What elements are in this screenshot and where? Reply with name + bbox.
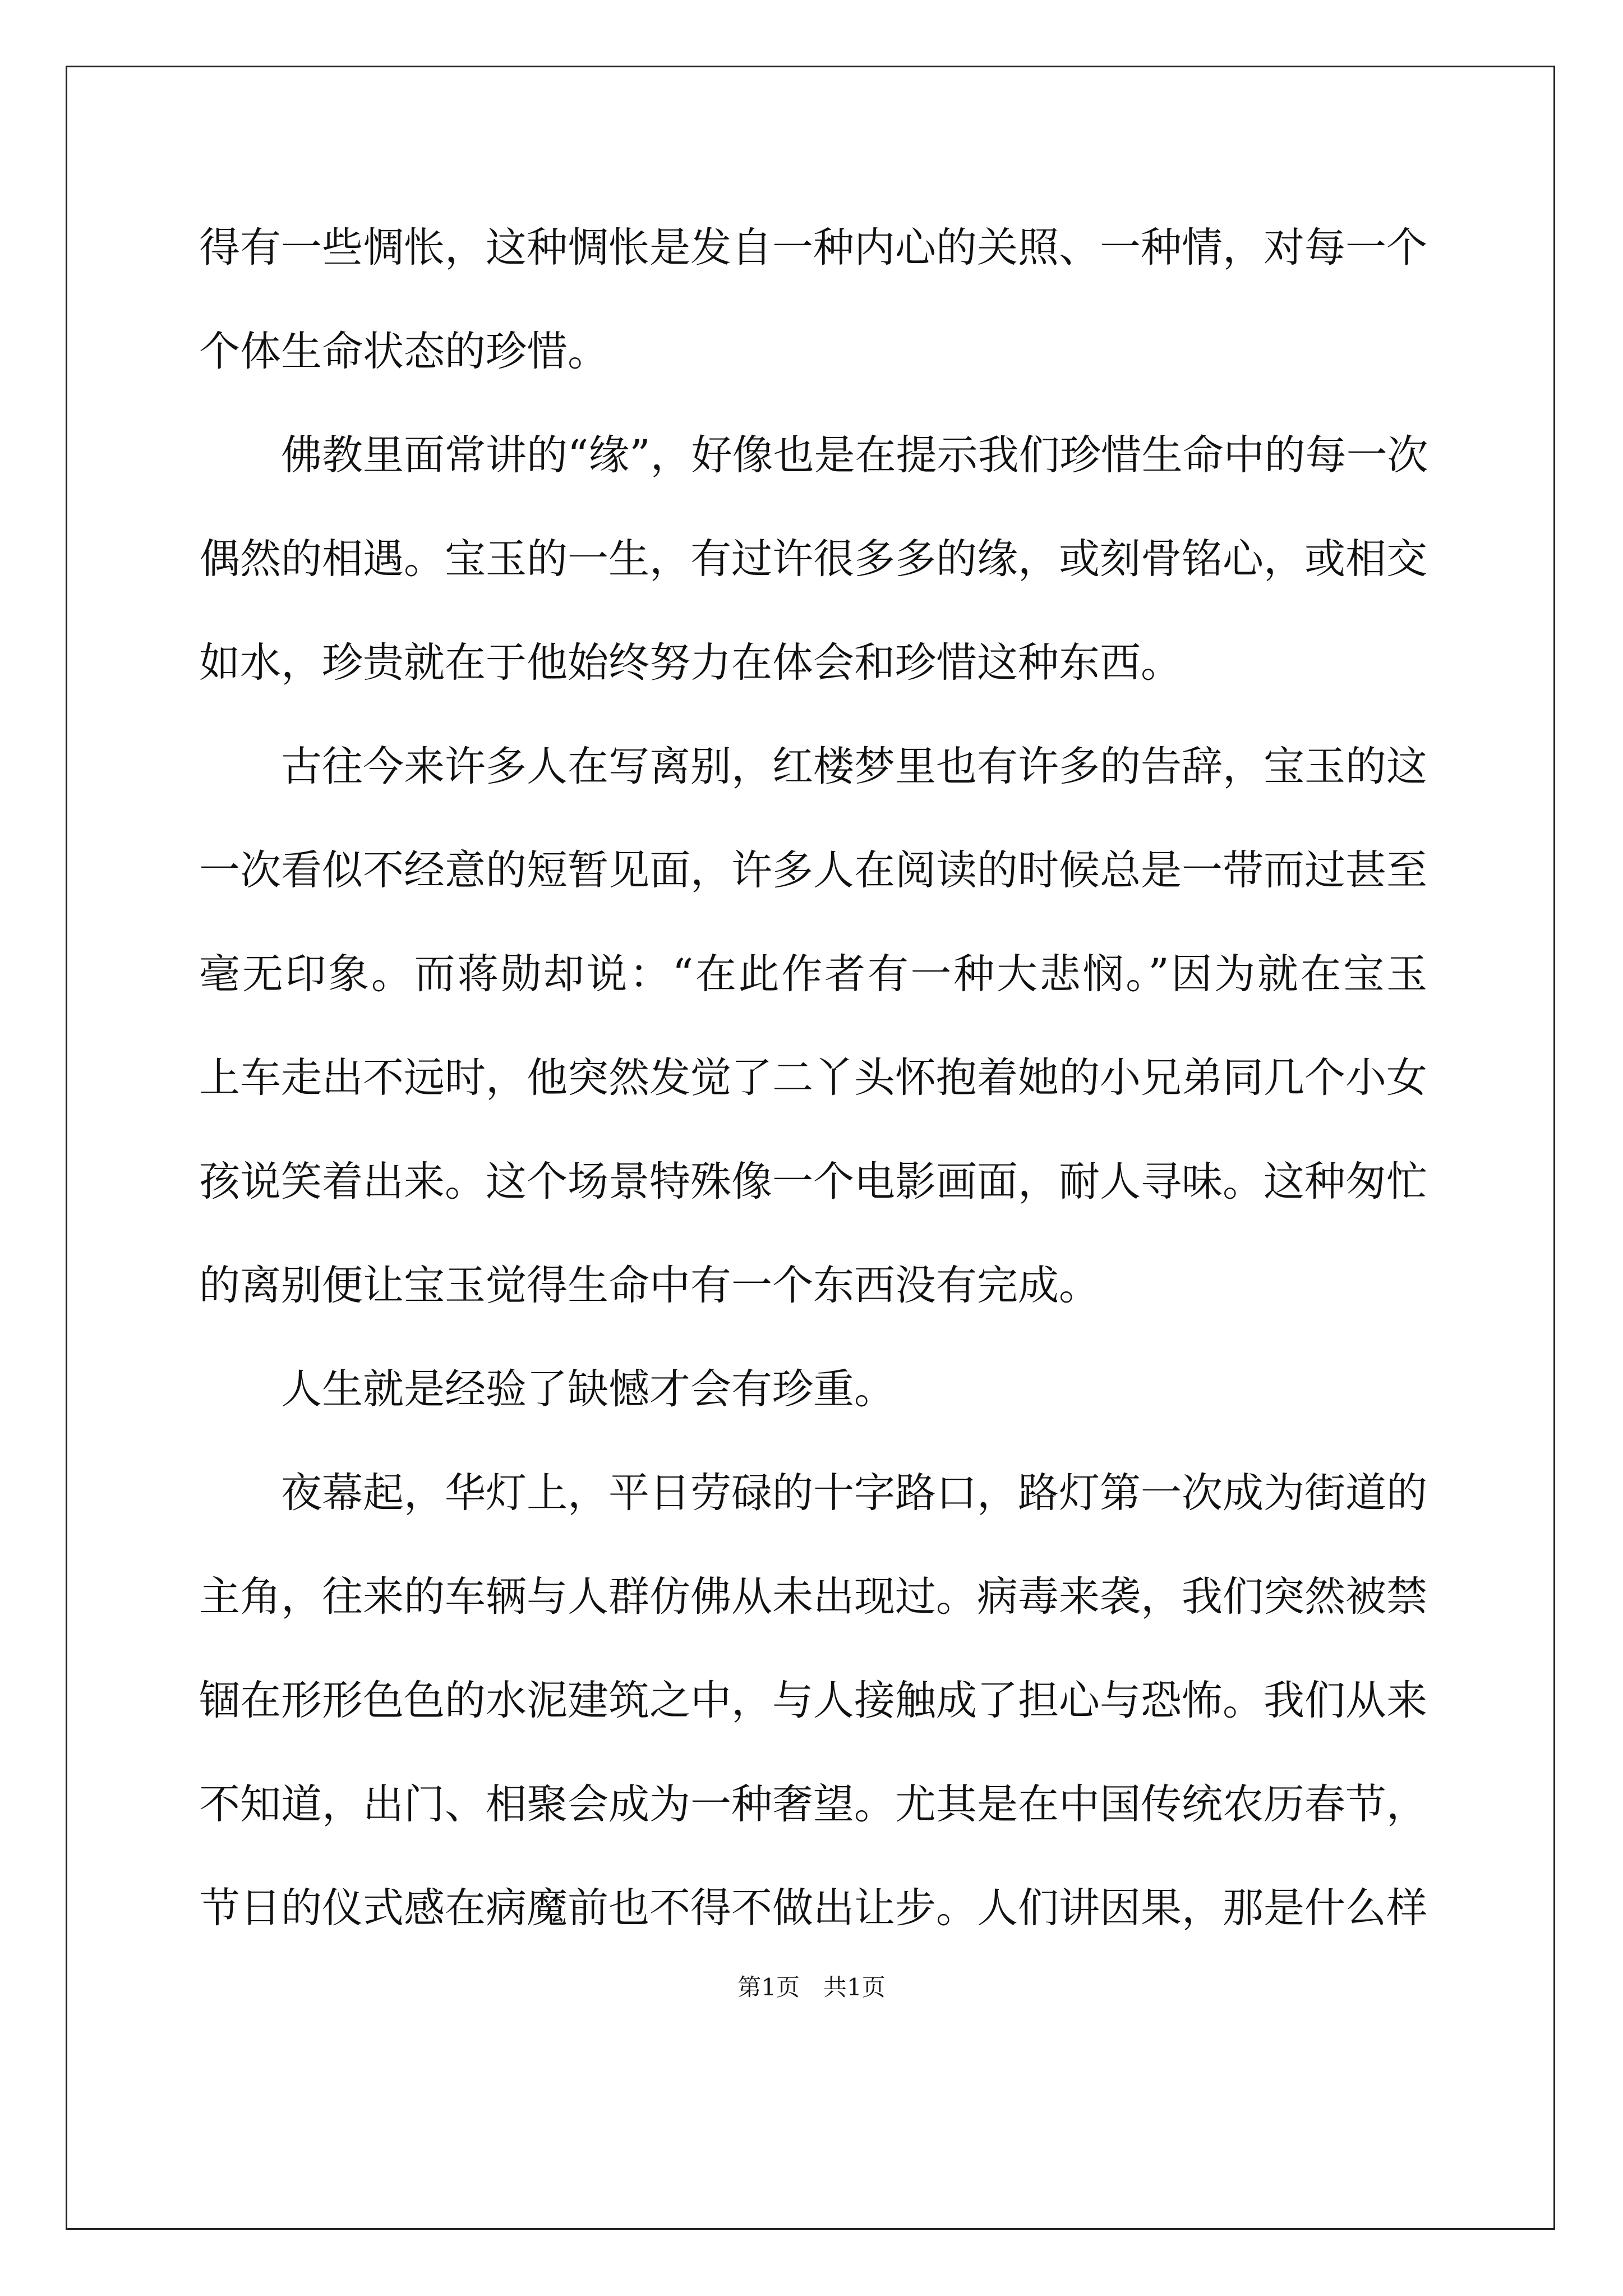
text-line: 主角，往来的车辆与人群仿佛从未出现过。病毒来袭，我们突然被禁 [199,1573,1427,1621]
text-line: 偶然的相遇。宝玉的一生，有过许很多多的缘，或刻骨铭心，或相交 [199,535,1427,583]
text-line: 一次看似不经意的短暂见面，许多人在阅读的时候总是一带而过甚至 [199,846,1427,894]
text-line: 夜幕起，华灯上，平日劳碌的十字路口，路灯第一次成为街道的 [281,1469,1427,1517]
text-line: 毫无印象。而蒋勋却说：“在此作者有一种大悲悯。”因为就在宝玉 [199,950,1427,998]
text-line: 个体生命状态的珍惜。 [199,328,608,375]
text-line: 如水，珍贵就在于他始终努力在体会和珍惜这种东西。 [199,639,1182,687]
text-line: 锢在形形色色的水泥建筑之中，与人接触成了担心与恐怖。我们从来 [199,1677,1427,1724]
text-line: 上车走出不远时，他突然发觉了二丫头怀抱着她的小兄弟同几个小女 [199,1054,1427,1102]
text-line: 人生就是经验了缺憾才会有珍重。 [281,1365,895,1413]
text-line: 的离别便让宝玉觉得生命中有一个东西没有完成。 [199,1262,1100,1309]
text-line: 不知道，出门、相聚会成为一种奢望。尤其是在中国传统农历春节， [199,1780,1427,1828]
document-body [199,220,1427,1984]
text-line: 节日的仪式感在病魔前也不得不做出让步。人们讲因果，那是什么样 [199,1884,1427,1932]
text-line: 佛教里面常讲的“缘”，好像也是在提示我们珍惜生命中的每一次 [281,431,1428,479]
text-line: 孩说笑着出来。这个场景特殊像一个电影画面，耐人寻味。这种匆忙 [199,1158,1427,1205]
text-line: 古往今来许多人在写离别，红楼梦里也有许多的告辞，宝玉的这 [281,743,1427,790]
page-number-footer: 第1页 共1页 [737,1973,886,2001]
text-line: 得有一些惆怅，这种惆怅是发自一种内心的关照、一种情，对每一个 [199,224,1427,272]
